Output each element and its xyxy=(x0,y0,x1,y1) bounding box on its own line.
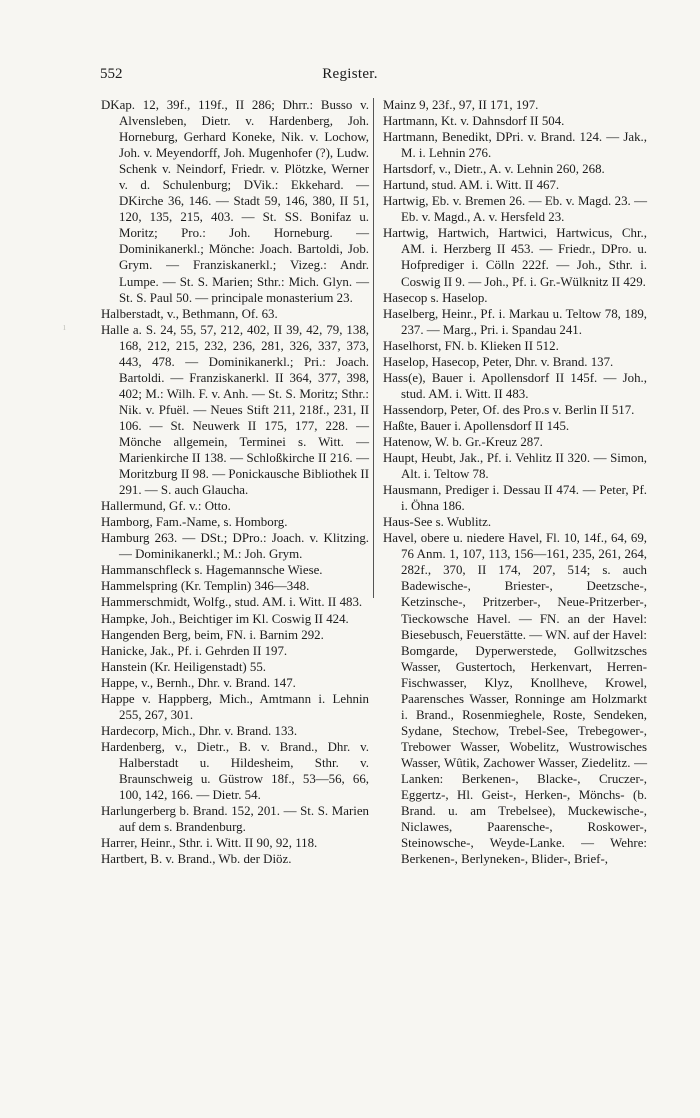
index-entry: Hammanschfleck s. Hagemannsche Wiese. xyxy=(101,563,323,578)
index-entry: Haselberg, Heinr., Pf. i. Markau u. Teltow 78, 189, 237. — Marg., Pri. i. Spandau 241. xyxy=(383,306,647,337)
index-entry: Hasecop s. Haselop. xyxy=(383,290,488,305)
index-entry: Hardenberg, v., Dietr., B. v. Brand., Dhr. v. Halberstadt u. Hildesheim, Sthr. v. Braunschweig u. Güstrow 18f., 53—56, 66, 100, 142, 166. — Dietr. 54. xyxy=(101,739,369,803)
index-entry: Harrer, Heinr., Sthr. i. Witt. II 90, 92, 118. xyxy=(101,836,318,851)
index-entry: Hammelspring (Kr. Templin) 346—348. xyxy=(101,579,310,594)
index-entry: Hartmann, Kt. v. Dahnsdorf II 504. xyxy=(383,114,565,129)
index-entry: Havel, obere u. niedere Havel, Fl. 10, 14f., 64, 69, 76 Anm. 1, 107, 113, 156—161, 235, 261, 264, 282f., 370, II 174, 207, 514; s. auch Badewische-, Briester-, Deetzsche-, Ketzinsche-, Pritzerber-, Neue-Pritzerber-, Tieckowsche Havel. — FN. an der Havel: Biesebusch, Feuerstätte. — WN. auf der Havel: Bomgarde, Dyperwerstede, Gollwitzsches Wasser, Gustertoch, Herkenvart, Herren-Fischwasser, Klyz, Knollheve, Krowel, Paarensches Wasser, Ronninge am Holzmarkt i. Brand., Rosenmieghele, Roste, Sendeken, Sydane, Stechow, Trebel-See, Trebegower-, Trebower Wasser, Wobelitz, Wustrowisches Wasser, Wûtik, Zachower Wasser, Ziedelitz. — Lanken: Berkenen-, Blacke-, Cruczer-, Eggertz-, Hl. Geist-, Herken-, Mönchs- (b. Brand. u. am Trebelsee), Muckewische-, Niclawes, Paarensche-, Roskower-, Steinowsche-, Weyde-Lanke. — Wehre: Berkenen-, Berlyneken-, Blider-, Brief-, xyxy=(383,531,647,867)
index-entry: Hammerschmidt, Wolfg., stud. AM. i. Witt. II 483. xyxy=(101,595,363,610)
index-entry: Hamborg, Fam.-Name, s. Homborg. xyxy=(101,515,288,530)
index-entry: Hallermund, Gf. v.: Otto. xyxy=(101,499,231,514)
margin-mark: ı xyxy=(63,322,66,333)
index-entry: Hartsdorf, v., Dietr., A. v. Lehnin 260, 268. xyxy=(383,162,605,177)
index-entry: Hass(e), Bauer i. Apollensdorf II 145f. — Joh., stud. AM. i. Witt. II 483. xyxy=(383,370,647,401)
index-entry: Happe, v., Bernh., Dhr. v. Brand. 147. xyxy=(101,675,296,690)
index-entry: Haßte, Bauer i. Apollensdorf II 145. xyxy=(383,418,570,433)
index-entry: Hanstein (Kr. Heiligenstadt) 55. xyxy=(101,659,267,674)
index-entry: DKap. 12, 39f., 119f., II 286; Dhrr.: Busso v. Alvensleben, Dietr. v. Hardenberg, Joh. Horneburg, Gerhard Koneke, Nik. v. Lochow, Joh. v. Meyendorff, Joh. Mugenhofer (?), Ludw. Schenk v. Neindorf, Friedr. v. Plötzke, Werner v. d. Schulenburg; DVik.: Ekkehard. — DKirche 36, 146. — Stadt 59, 146, 380, II 51, 120, 135, 215, 403. — St. SS. Bonifaz u. Moritz; Pro.: Joh. Horneburg. — Dominikanerkl.; Mönche: Joach. Bartoldi, Job. Grym. — Franziskanerkl.; Vizeg.: Andr. Lumpe. — St. S. Marien; Sthr.: Mich. Glyn. — St. S. Paul 50. — principale monasterium 23. xyxy=(101,98,369,305)
index-entry: Halle a. S. 24, 55, 57, 212, 402, II 39, 42, 79, 138, 168, 212, 215, 232, 236, 281, 326, 337, 373, 443, 478. — Dominikanerkl.; Pri.: Joach. Bartoldi. — Franziskanerkl. II 364, 377, 398, 402; M.: Wilh. F. v. Anh. — St. S. Moritz; Sthr.: Nik. v. Pfuël. — Neues Stift 211, 218f., 231, II 106. — St. Neuwerk II 175, 177, 228. — Mönche allgemein, Terminei s. Witt. — Marienkirche II 138. — Schloßkirche II 216. — Moritzburg II 98. — Ponickausche Bibliothek II 291. — S. auch Glaucha. xyxy=(101,322,369,498)
index-entry: Halberstadt, v., Bethmann, Of. 63. xyxy=(101,306,278,321)
index-entry: Hartwig, Eb. v. Bremen 26. — Eb. v. Magd. 23. — Eb. v. Magd., A. v. Hersfeld 23. xyxy=(383,194,647,225)
index-entry: Haselhorst, FN. b. Klieken II 512. xyxy=(383,338,559,353)
index-entry: Hassendorp, Peter, Of. des Pro.s v. Berlin II 517. xyxy=(383,402,635,417)
left-column xyxy=(101,97,369,867)
index-entry: Hampke, Joh., Beichtiger im Kl. Coswig II 424. xyxy=(101,611,349,626)
index-entry: Hartbert, B. v. Brand., Wb. der Diöz. xyxy=(101,852,292,867)
index-entry: Mainz 9, 23f., 97, II 171, 197. xyxy=(383,98,539,112)
index-entry: Haus-See s. Wublitz. xyxy=(383,515,492,530)
index-entry: Harlungerberg b. Brand. 152, 201. — St. S. Marien auf dem s. Brandenburg. xyxy=(101,804,369,835)
page-number: 552 xyxy=(100,66,123,82)
column-divider xyxy=(373,98,374,598)
index-entry: Haselop, Hasecop, Peter, Dhr. v. Brand. 137. xyxy=(383,354,614,369)
index-entry: Hangenden Berg, beim, FN. i. Barnim 292. xyxy=(101,627,324,642)
page-header xyxy=(100,66,600,86)
index-entry: Hartund, stud. AM. i. Witt. II 467. xyxy=(383,178,560,193)
running-head: Register. xyxy=(322,66,378,82)
index-entry: Hartwig, Hartwich, Hartwici, Hartwicus, Chr., AM. i. Herzberg II 453. — Friedr., DPro. u. Hofprediger i. Cölln 222f. — Joh., Sthr. i. Coswig II 9. — Joh., Pf. i. Gr.-Wülknitz II 429. xyxy=(383,226,647,289)
index-entry: Hanicke, Jak., Pf. i. Gehrden II 197. xyxy=(101,643,288,658)
index-entry: Hamburg 263. — DSt.; DPro.: Joach. v. Klitzing. — Dominikanerkl.; M.: Joh. Grym. xyxy=(101,531,369,562)
index-entry: Haupt, Heubt, Jak., Pf. i. Vehlitz II 320. — Simon, Alt. i. Teltow 78. xyxy=(383,451,647,482)
index-entry: Hardecorp, Mich., Dhr. v. Brand. 133. xyxy=(101,723,298,738)
index-entry: Hatenow, W. b. Gr.-Kreuz 287. xyxy=(383,434,543,449)
index-entry: Happe v. Happberg, Mich., Amtmann i. Lehnin 255, 267, 301. xyxy=(101,691,369,722)
index-entry: Hausmann, Prediger i. Dessau II 474. — Peter, Pf. i. Öhna 186. xyxy=(383,483,647,514)
right-column xyxy=(383,97,647,867)
index-entry: Hartmann, Benedikt, DPri. v. Brand. 124. — Jak., M. i. Lehnin 276. xyxy=(383,130,647,161)
